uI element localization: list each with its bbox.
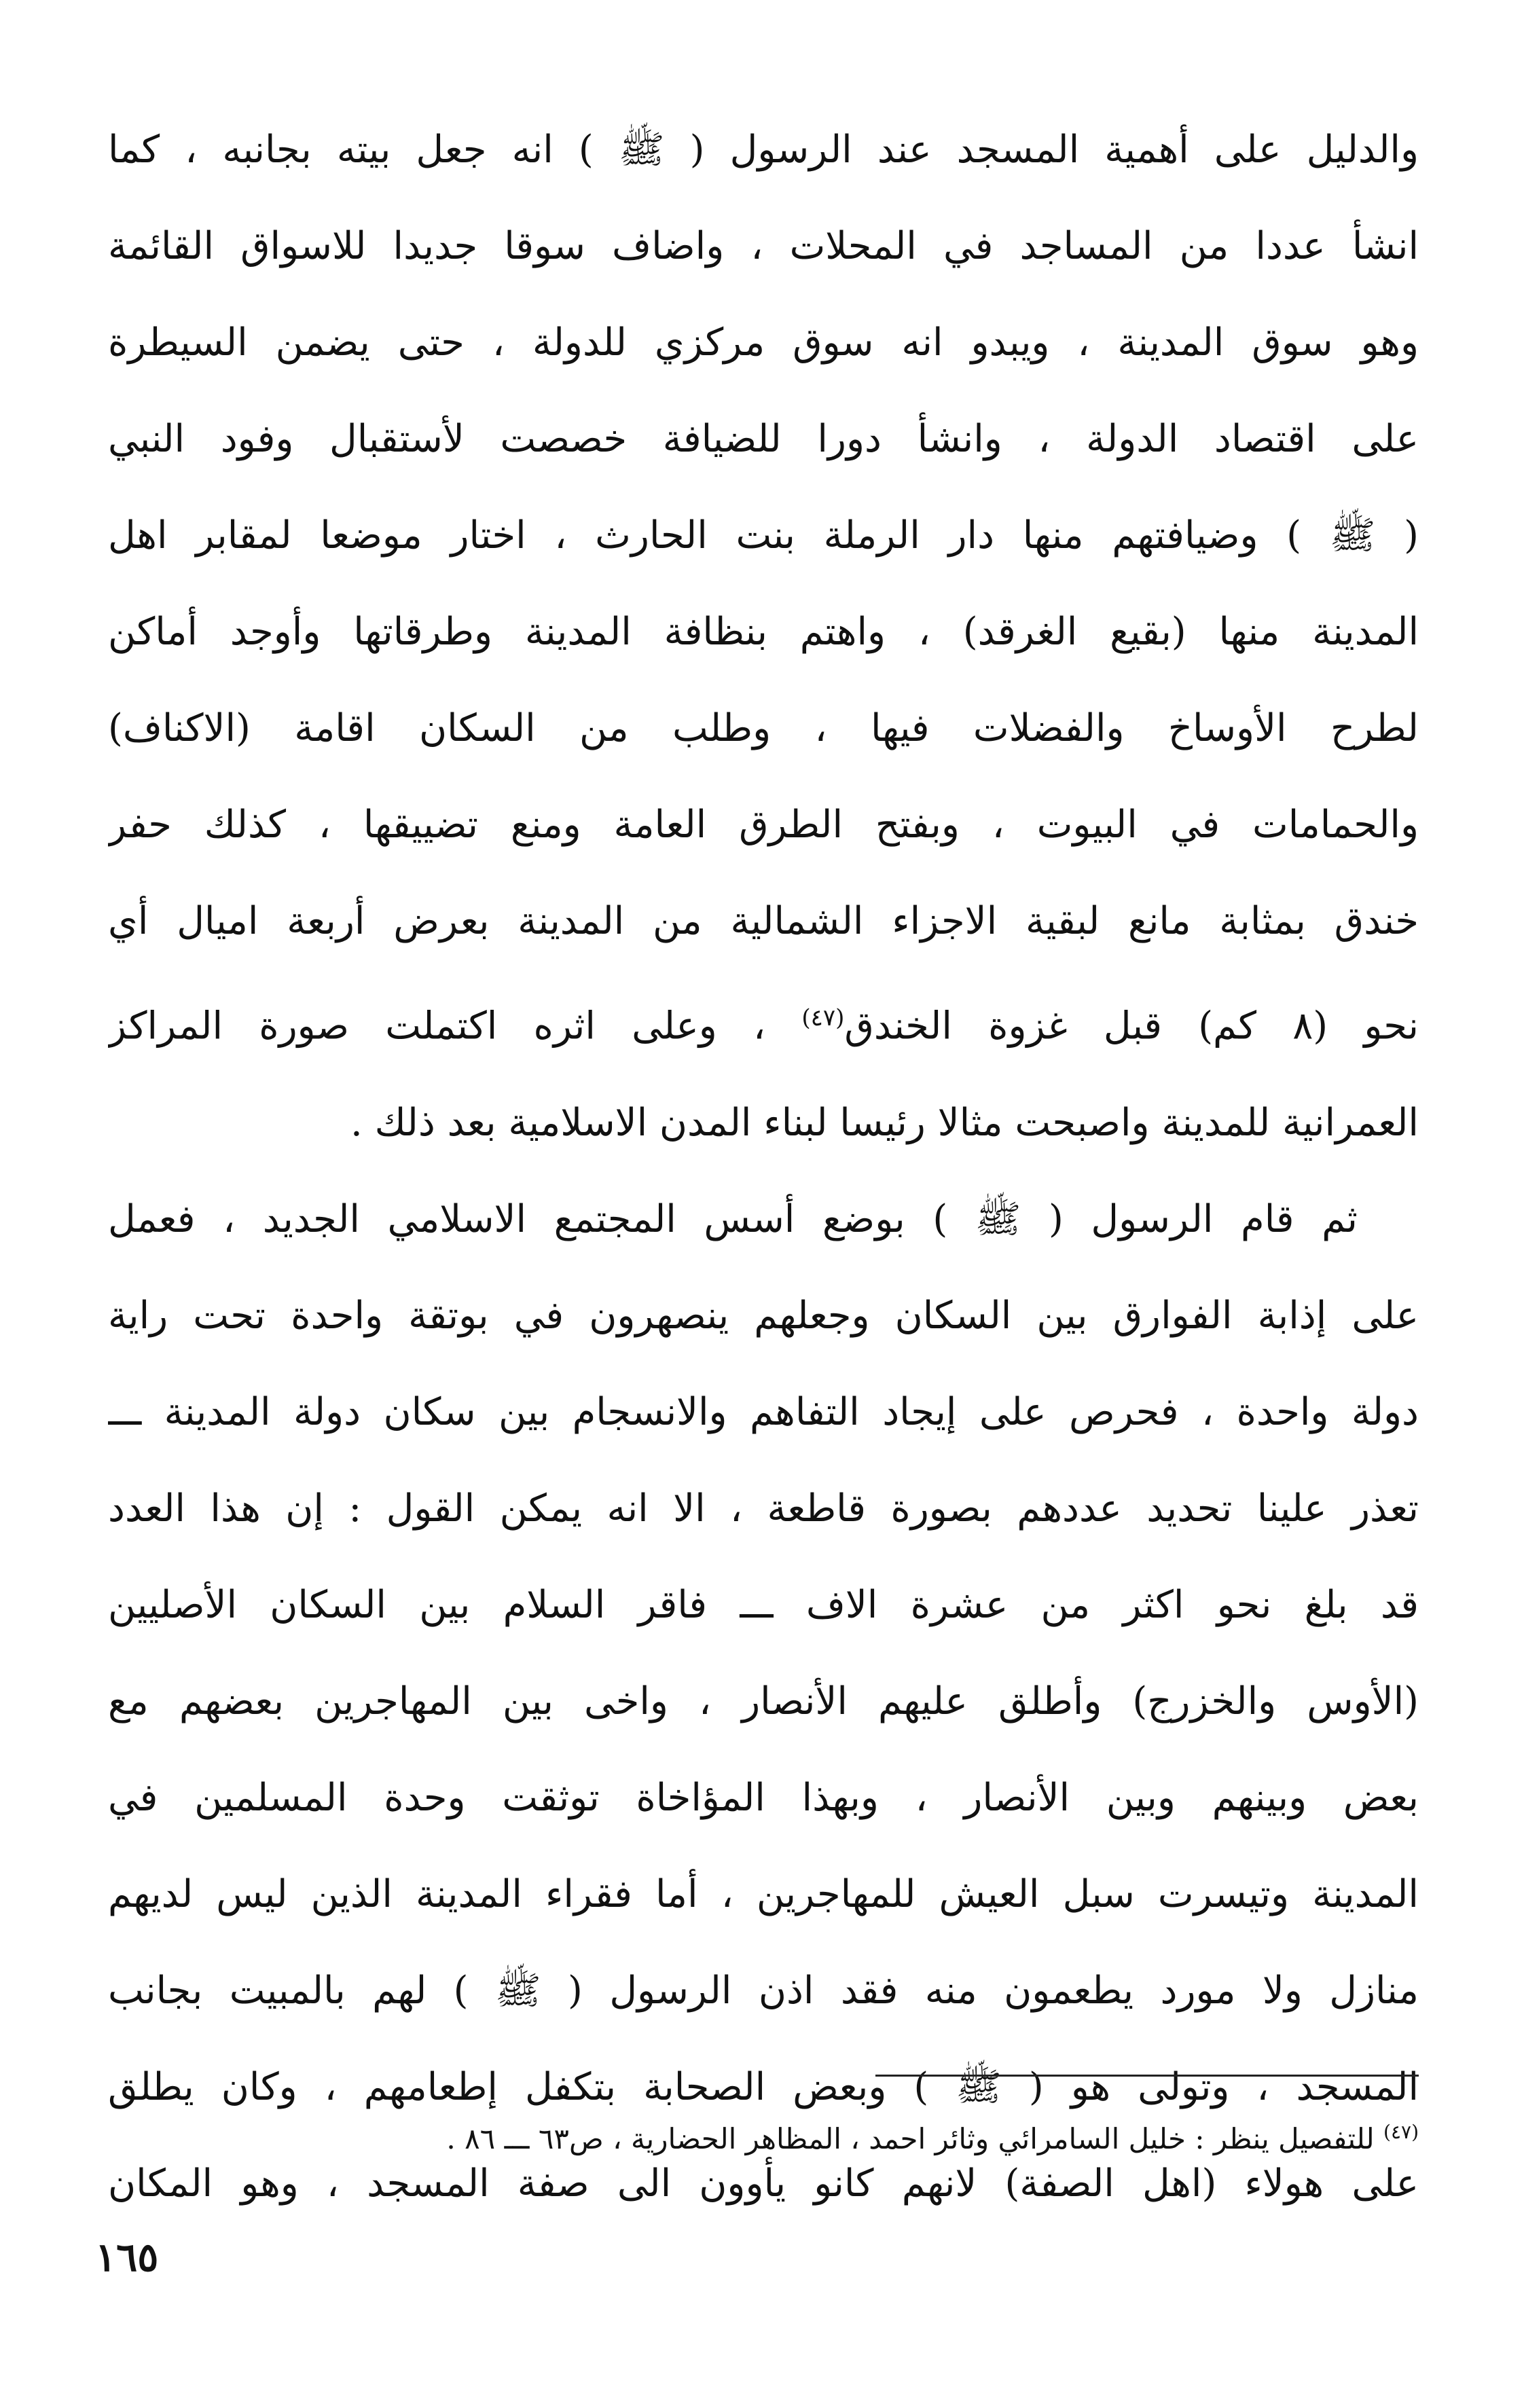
text-line: والحمامات في البيوت ، وبفتح الطرق العامة ومنع تضييقها ، كذلك حفر xyxy=(108,803,1419,847)
text-segment: نحو (٨ كم) قبل غزوة الخندق xyxy=(844,1004,1419,1048)
text-line: لطرح الأوساخ والفضلات فيها ، وطلب من السكان اقامة (الاكناف) xyxy=(108,706,1419,750)
text-line: تعذر علينا تحديد عددهم بصورة قاطعة ، الا انه يمكن القول : إن هذا العدد xyxy=(108,1486,1419,1531)
footnote-text: للتفصيل ينظر : خليل السامرائي وثائر احمد ، المظاهر الحضارية ، ص٦٣ ـــ ٨٦ . xyxy=(446,2122,1384,2155)
text-segment: ، وعلى اثره اكتملت صورة المراكز xyxy=(108,1004,802,1048)
main-text xyxy=(108,102,1419,2232)
text-line xyxy=(108,970,1419,1075)
footnote-reference: (٤٧) xyxy=(801,1004,845,1032)
text-line: بعض وبينهم وبين الأنصار ، وبهذا المؤاخاة توثقت وحدة المسلمين في xyxy=(108,1775,1419,1820)
footnote-marker: (٤٧) xyxy=(1383,2121,1419,2143)
text-line: العمرانية للمدينة واصبحت مثالا رئيسا لبناء المدن الاسلامية بعد ذلك . xyxy=(350,1100,1419,1145)
paragraph-1 xyxy=(108,102,1419,1171)
text-line: على اقتصاد الدولة ، وانشأ دورا للضيافة خصصت لأستقبال وفود النبي xyxy=(108,417,1419,461)
text-line: على إذابة الفوارق بين السكان وجعلهم ينصهرون في بوتقة واحدة تحت راية xyxy=(108,1293,1419,1338)
text-line: والدليل على أهمية المسجد عند الرسول ( ﷺ ) انه جعل بيته بجانبه ، كما xyxy=(108,128,1419,172)
text-line: دولة واحدة ، فحرص على إيجاد التفاهم والانسجام بين سكان دولة المدينة ـــ xyxy=(108,1389,1419,1434)
text-line: المدينة وتيسرت سبل العيش للمهاجرين ، أما فقراء المدينة الذين ليس لديهم xyxy=(108,1872,1419,1916)
text-line: منازل ولا مورد يطعمون منه فقد اذن الرسول ( ﷺ ) لهم بالمبيت بجانب xyxy=(108,1968,1419,2013)
page-number: ١٦٥ xyxy=(95,2234,159,2280)
footnote xyxy=(108,2112,1419,2159)
text-line: خندق بمثابة مانع لبقية الاجزاء الشمالية من المدينة بعرض أربعة اميال أي xyxy=(108,899,1419,943)
text-line: (الأوس والخزرج) وأطلق عليهم الأنصار ، واخى بين المهاجرين بعضهم مع xyxy=(108,1679,1419,1723)
text-line: قد بلغ نحو اكثر من عشرة الاف ـــ فاقر السلام بين السكان الأصليين xyxy=(108,1582,1419,1627)
text-line: المسجد ، وتولى هو ( ﷺ ) وبعض الصحابة بتكفل إطعامهم ، وكان يطلق xyxy=(108,2064,1419,2109)
text-line: ( ﷺ ) وضيافتهم منها دار الرملة بنت الحارث ، اختار موضعا لمقابر اهل xyxy=(108,513,1419,558)
text-line: على هولاء (اهل الصفة) لانهم كانو يأوون الى صفة المسجد ، وهو المكان xyxy=(108,2161,1419,2206)
text-line: المدينة منها (بقيع الغرقد) ، واهتم بنظافة المدينة وطرقاتها وأوجد أماكن xyxy=(108,610,1419,654)
paragraph-2 xyxy=(108,1171,1419,2232)
text-line: وهو سوق المدينة ، ويبدو انه سوق مركزي للدولة ، حتى يضمن السيطرة xyxy=(108,321,1419,365)
footnote-divider xyxy=(875,2075,1419,2077)
text-line: ثم قام الرسول ( ﷺ ) بوضع أسس المجتمع الاسلامي الجديد ، فعمل xyxy=(108,1197,1358,1241)
text-line: انشأ عددا من المساجد في المحلات ، واضاف سوقا جديدا للاسواق القائمة xyxy=(108,224,1419,268)
